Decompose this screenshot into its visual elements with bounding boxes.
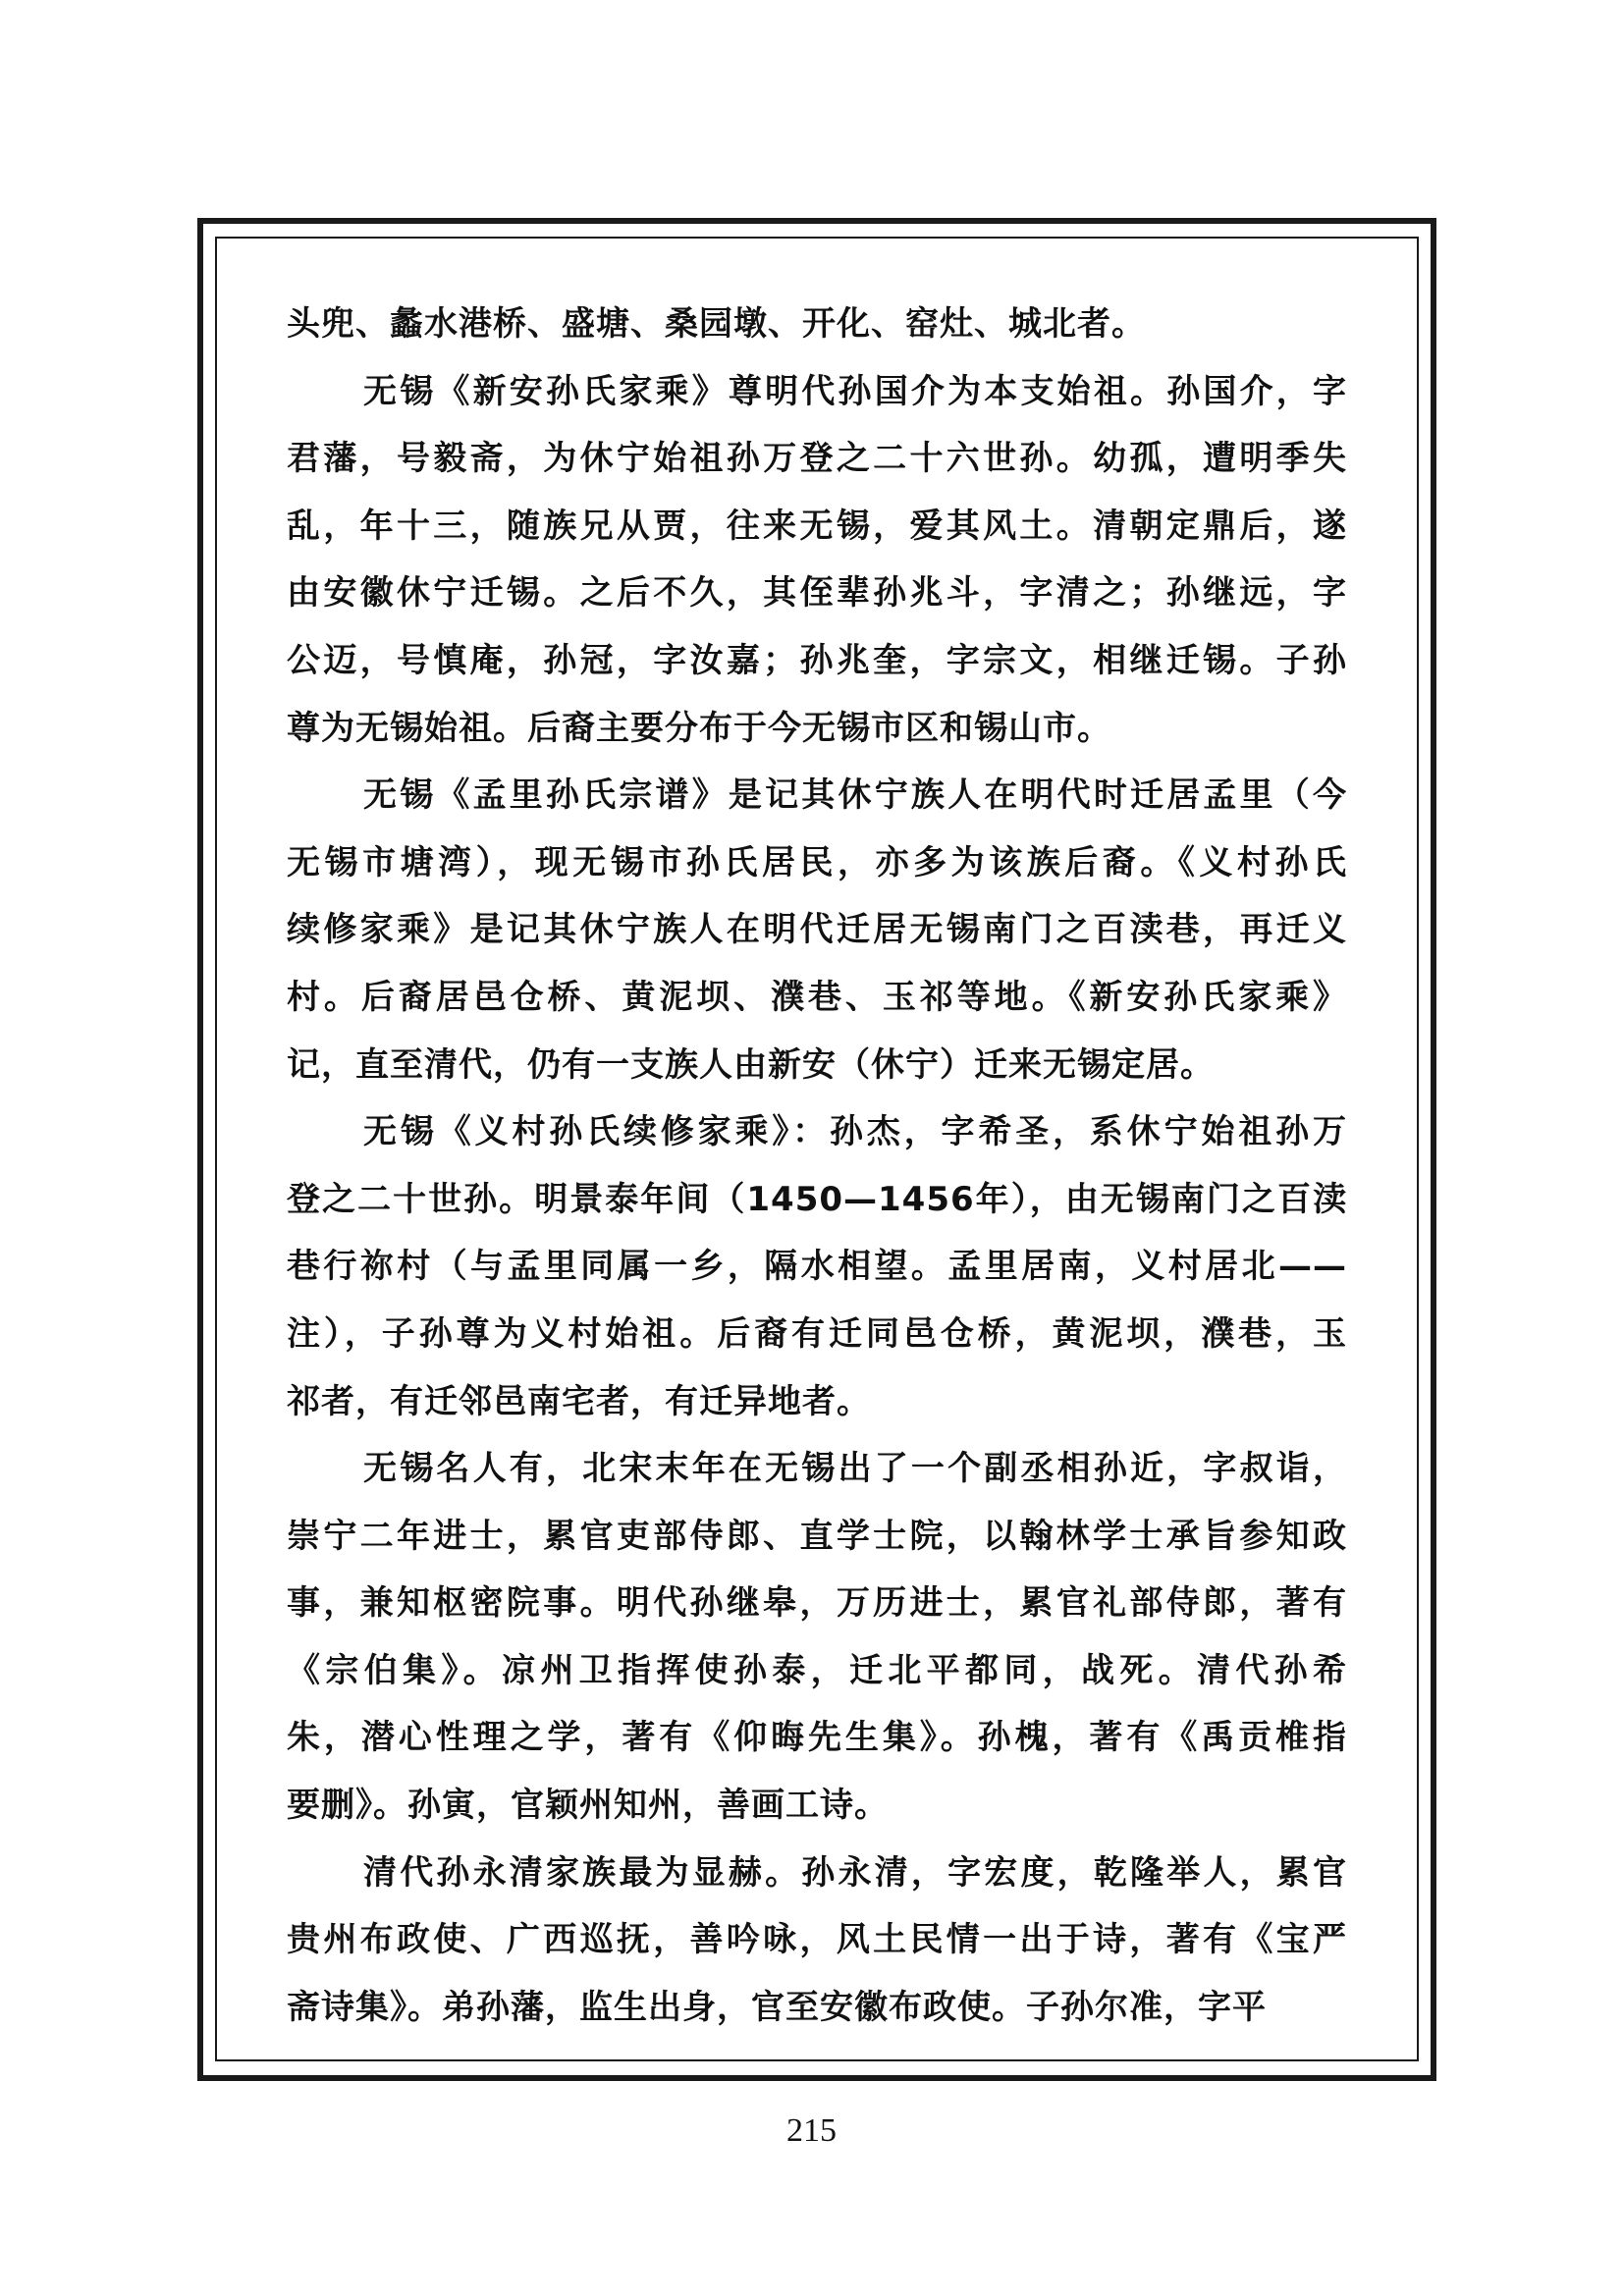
text-line: 登之二十世孙。明景泰年间（1450—1456年），由无锡南门之百渎 bbox=[287, 1179, 1347, 1219]
text-line: 斋诗集》。弟孙藩，监生出身，官至安徽布政使。子孙尔准，字平 bbox=[287, 1987, 1267, 2027]
text-line: 要删》。孙寅，官颖州知州，善画工诗。 bbox=[287, 1786, 889, 1826]
paragraph bbox=[287, 291, 1347, 358]
text-line: 无锡《孟里孙氏宗谱》是记其休宁族人在明代时迁居孟里（今 bbox=[363, 775, 1347, 816]
text-line: 公迈，号慎庵，孙冠，字汝嘉；孙兆奎，字宗文，相继迁锡。子孙 bbox=[287, 640, 1347, 680]
paragraph bbox=[287, 1435, 1347, 1840]
text-line: 村。后裔居邑仓桥、黄泥坝、濮巷、玉祁等地。《新安孙氏家乘》 bbox=[287, 977, 1347, 1017]
page-number: 215 bbox=[786, 2112, 837, 2149]
paragraph bbox=[287, 1840, 1347, 2042]
text-line: 清代孙永清家族最为显赫。孙永清，字宏度，乾隆举人，累官 bbox=[363, 1852, 1347, 1893]
text-line: 事，兼知枢密院事。明代孙继皋，万历进士，累官礼部侍郎，著有 bbox=[287, 1583, 1347, 1624]
text-line: 尊为无锡始祖。后裔主要分布于今无锡市区和锡山市。 bbox=[287, 708, 1111, 748]
text-line: 头兜、蠡水港桥、盛塘、桑园墩、开化、窑灶、城北者。 bbox=[287, 304, 1146, 344]
text-line: 贵州布政使、广西巡抚，善吟咏，风土民情一出于诗，著有《宝严 bbox=[287, 1920, 1347, 1960]
paragraph bbox=[287, 358, 1347, 763]
text-line: 无锡《义村孙氏续修家乘》：孙杰，字希圣，系休宁始祖孙万 bbox=[363, 1112, 1347, 1152]
text-line: 续修家乘》是记其休宁族人在明代迁居无锡南门之百渎巷，再迁义 bbox=[287, 910, 1347, 950]
body-text bbox=[287, 291, 1347, 2041]
text-line: 由安徽休宁迁锡。之后不久，其侄辈孙兆斗，字清之；孙继远，字 bbox=[287, 573, 1347, 614]
text-line: 《宗伯集》。凉州卫指挥使孙泰，迁北平都同，战死。清代孙希 bbox=[287, 1650, 1347, 1690]
text-line: 无锡名人有，北宋末年在无锡出了一个副丞相孙近，字叔诣， bbox=[363, 1449, 1347, 1489]
paragraph bbox=[287, 1098, 1347, 1435]
text-line: 巷行祢村（与孟里同属一乡，隔水相望。孟里居南，义村居北—— bbox=[287, 1247, 1347, 1287]
paragraph bbox=[287, 762, 1347, 1098]
text-line: 无锡市塘湾），现无锡市孙氏居民，亦多为该族后裔。《义村孙氏 bbox=[287, 842, 1347, 882]
text-line: 记，直至清代，仍有一支族人由新安（休宁）迁来无锡定居。 bbox=[287, 1044, 1215, 1085]
text-line: 无锡《新安孙氏家乘》尊明代孙国介为本支始祖。孙国介，字 bbox=[363, 371, 1347, 411]
text-line: 朱，潜心性理之学，著有《仰晦先生集》。孙槐，著有《禹贡椎指 bbox=[287, 1718, 1347, 1758]
text-line: 祁者，有迁邻邑南宅者，有迁异地者。 bbox=[287, 1381, 871, 1421]
text-line: 君藩，号毅斋，为休宁始祖孙万登之二十六世孙。幼孤，遭明季失 bbox=[287, 439, 1347, 479]
text-line: 乱，年十三，随族兄从贾，往来无锡，爱其风土。清朝定鼎后，遂 bbox=[287, 506, 1347, 546]
text-line: 崇宁二年进士，累官吏部侍郎、直学士院，以翰林学士承旨参知政 bbox=[287, 1516, 1347, 1556]
text-line: 注），子孙尊为义村始祖。后裔有迁同邑仓桥，黄泥坝，濮巷，玉 bbox=[287, 1313, 1347, 1354]
